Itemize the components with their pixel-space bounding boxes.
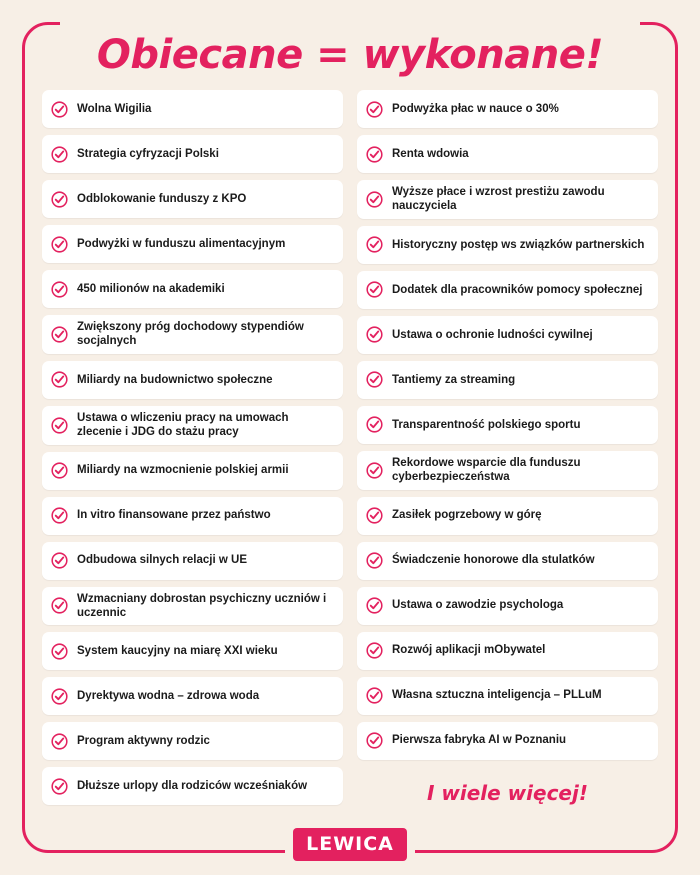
check-circle-icon <box>51 733 68 750</box>
list-item-label: Ustawa o zawodzie psychologa <box>392 599 564 612</box>
lewica-logo: LEWICA <box>293 828 407 861</box>
list-item <box>42 406 343 445</box>
list-item-label: Ustawa o wliczeniu pracy na umowach zlecenie i JDG do stażu pracy <box>77 411 289 439</box>
check-circle-icon <box>366 687 383 704</box>
list-item <box>42 497 343 535</box>
list-item-label: Strategia cyfryzacji Polski <box>77 147 219 160</box>
list-item-label: Pierwsza fabryka AI w Poznaniu <box>392 734 567 747</box>
list-item-label: 450 milionów na akademiki <box>77 282 225 295</box>
right-column <box>357 90 658 805</box>
list-item-label: Odbudowa silnych relacji w UE <box>77 554 247 567</box>
list-item <box>357 90 658 128</box>
check-circle-icon <box>51 462 68 479</box>
check-circle-icon <box>366 281 383 298</box>
list-item-label: Dodatek dla pracowników pomocy społecznej <box>392 283 643 296</box>
check-circle-icon <box>51 281 68 298</box>
check-circle-icon <box>51 507 68 524</box>
list-item <box>42 767 343 805</box>
list-item-label: Miliardy na budownictwo społeczne <box>77 373 273 386</box>
list-item <box>357 542 658 580</box>
list-item-label: Odblokowanie funduszy z KPO <box>77 192 247 205</box>
list-item-label: Program aktywny rodzic <box>77 735 210 748</box>
list-item <box>357 316 658 354</box>
list-item-label: Dyrektywa wodna – zdrowa woda <box>77 690 260 703</box>
list-item-label: In vitro finansowane przez państwo <box>77 509 271 522</box>
list-item-label: Tantiemy za streaming <box>392 373 516 386</box>
list-item-label: Podwyżki w funduszu alimentacyjnym <box>77 237 286 250</box>
list-item <box>357 722 658 760</box>
check-circle-icon <box>366 597 383 614</box>
check-circle-icon <box>51 417 68 434</box>
list-item-label: Transparentność polskiego sportu <box>392 418 581 431</box>
list-item <box>42 270 343 308</box>
list-item <box>357 135 658 173</box>
list-item <box>42 361 343 399</box>
list-item <box>357 497 658 535</box>
check-circle-icon <box>51 191 68 208</box>
list-item <box>357 587 658 625</box>
logo-container <box>0 828 700 861</box>
check-circle-icon <box>51 236 68 253</box>
list-item-label: Wzmacniany dobrostan psychiczny uczniów i uczennic <box>77 592 327 619</box>
list-item <box>42 135 343 173</box>
list-item <box>42 677 343 715</box>
check-circle-icon <box>51 101 68 118</box>
left-column <box>42 90 343 805</box>
check-circle-icon <box>366 191 383 208</box>
list-item <box>357 406 658 444</box>
list-item-label: Własna sztuczna inteligencja – PLLuM <box>392 689 602 702</box>
list-item-label: System kaucyjny na miarę XXI wieku <box>77 645 278 658</box>
list-item <box>42 315 343 354</box>
check-circle-icon <box>51 688 68 705</box>
list-item <box>357 677 658 715</box>
list-item <box>42 722 343 760</box>
check-circle-icon <box>51 597 68 614</box>
list-item-label: Świadczenie honorowe dla stulatków <box>392 554 595 567</box>
check-circle-icon <box>366 552 383 569</box>
check-circle-icon <box>366 642 383 659</box>
list-item-label: Wolna Wigilia <box>77 102 152 115</box>
check-circle-icon <box>51 146 68 163</box>
list-item-label: Wyższe płace i wzrost prestiżu zawodu nauczyciela <box>392 186 605 213</box>
list-item <box>357 271 658 309</box>
list-item-label: Zasiłek pogrzebowy w górę <box>392 509 542 522</box>
list-item-label: Ustawa o ochronie ludności cywilnej <box>392 328 593 341</box>
list-item-label: Rozwój aplikacji mObywatel <box>392 644 546 657</box>
list-item-label: Miliardy na wzmocnienie polskiej armii <box>77 464 289 477</box>
check-circle-icon <box>366 101 383 118</box>
check-circle-icon <box>51 326 68 343</box>
list-item-label: Renta wdowia <box>392 147 469 160</box>
list-item-label: Historyczny postęp ws związków partnerskich <box>392 238 645 251</box>
list-item <box>42 587 343 626</box>
list-item <box>42 225 343 263</box>
check-circle-icon <box>366 462 383 479</box>
list-item <box>357 632 658 670</box>
check-circle-icon <box>366 732 383 749</box>
list-item <box>42 452 343 490</box>
check-circle-icon <box>366 507 383 524</box>
list-item-label: Podwyżka płac w nauce o 30% <box>392 102 559 115</box>
list-item <box>42 180 343 218</box>
list-item-label: Dłuższe urlopy dla rodziców wcześniaków <box>77 780 308 793</box>
list-item <box>357 226 658 264</box>
list-item <box>42 542 343 580</box>
list-item <box>357 361 658 399</box>
list-item <box>42 90 343 128</box>
check-circle-icon <box>366 326 383 343</box>
check-circle-icon <box>366 236 383 253</box>
more-text: I wiele więcej! <box>427 780 588 805</box>
check-circle-icon <box>366 416 383 433</box>
list-item <box>42 632 343 670</box>
check-circle-icon <box>51 552 68 569</box>
check-circle-icon <box>51 643 68 660</box>
list-item <box>357 180 658 219</box>
list-item-label: Rekordowe wsparcie dla funduszu cyberbezpieczeństwa <box>392 456 581 484</box>
check-circle-icon <box>51 371 68 388</box>
list-item <box>357 451 658 490</box>
check-circle-icon <box>366 371 383 388</box>
check-circle-icon <box>366 146 383 163</box>
page-title: Obiecane = wykonane! <box>96 32 604 78</box>
check-circle-icon <box>51 778 68 795</box>
items-columns <box>18 90 682 805</box>
list-item-label: Zwiększony próg dochodowy stypendiów socjalnych <box>77 321 304 348</box>
